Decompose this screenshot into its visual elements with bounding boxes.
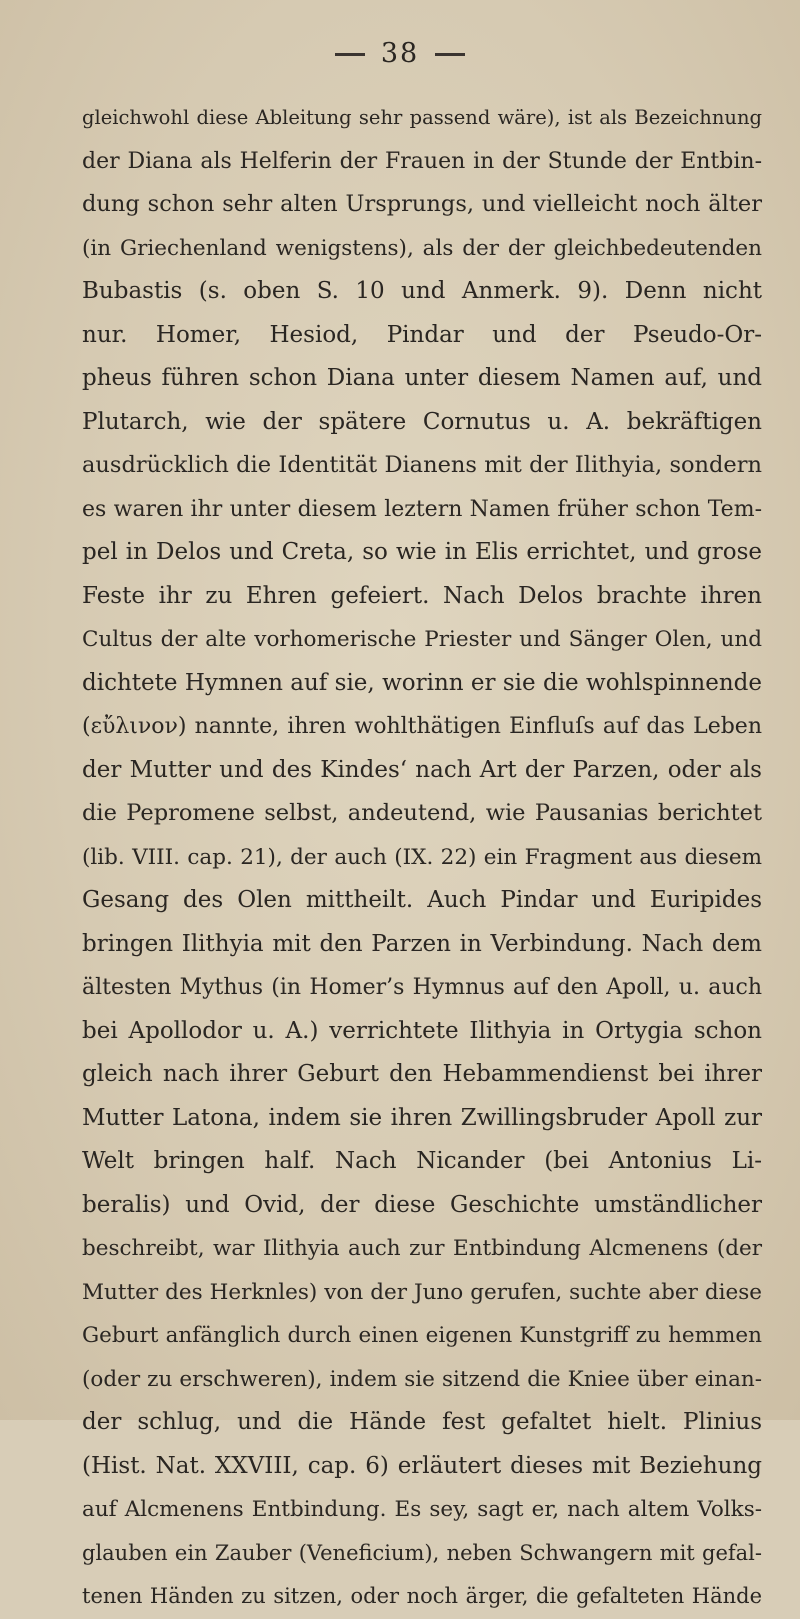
- text-line: pheus führen schon Diana unter diesem Namen auf, und: [82, 365, 762, 391]
- text-line: bei Apollodor u. A.) verrichtete Ilithyia in Ortygia schon: [82, 1017, 762, 1044]
- text-line: (lib. VIII. cap. 21), der auch (IX. 22) ein Fragment aus diesem: [82, 844, 762, 870]
- text-line: Welt bringen half. Nach Nicander (bei Antonius Li-: [82, 1148, 762, 1174]
- page-number: 38: [380, 38, 420, 69]
- text-line: bringen Ilithyia mit den Parzen in Verbindung. Nach dem: [82, 930, 762, 957]
- text-line: glauben ein Zauber (Veneficium), neben Schwangern mit gefal-: [82, 1540, 762, 1565]
- text-line: dung schon sehr alten Ursprungs, und vielleicht noch älter: [82, 191, 762, 217]
- header-dash-right: [435, 53, 465, 56]
- text-line: Mutter des Herknles) von der Juno gerufen, suchte aber diese: [82, 1279, 762, 1305]
- text-line: Mutter Latona, indem sie ihren Zwillingsbruder Apoll zur: [82, 1104, 762, 1131]
- text-line: der Mutter und des Kindes‘ nach Art der Parzen, oder als: [82, 756, 762, 783]
- text-line: nur. Homer, Hesiod, Pindar und der Pseudo-Or-: [82, 321, 762, 348]
- text-line: tenen Händen zu sitzen, oder noch ärger, die gefalteten Hände: [82, 1584, 762, 1608]
- text-line: die Pepromene selbst, andeutend, wie Pausanias berichtet: [82, 800, 762, 826]
- text-line: Cultus der alte vorhomerische Priester und Sänger Olen, und: [82, 627, 762, 652]
- header-dash-left: [335, 53, 365, 56]
- text-line: pel in Delos und Creta, so wie in Elis errichtet, und grose: [82, 539, 762, 565]
- text-line: beralis) und Ovid, der diese Geschichte umständlicher: [82, 1191, 762, 1218]
- text-line: gleich nach ihrer Geburt den Hebammendienst bei ihrer: [82, 1061, 762, 1087]
- text-line: Plutarch, wie der spätere Cornutus u. A. bekräftigen: [82, 408, 762, 435]
- text-line: Geburt anfänglich durch einen eigenen Kunstgriff zu hemmen: [82, 1323, 762, 1348]
- text-line: ältesten Mythus (in Homer’s Hymnus auf den Apoll, u. auch: [82, 975, 762, 1000]
- text-line: (in Griechenland wenigstens), als der der gleichbedeutenden: [82, 235, 762, 261]
- text-line: ausdrücklich die Identität Dianens mit der Ilithyia, sondern: [82, 452, 762, 478]
- text-line: dichtete Hymnen auf sie, worinn er sie die wohlspinnende: [82, 669, 762, 696]
- text-line: es waren ihr unter diesem leztern Namen früher schon Tem-: [82, 496, 762, 522]
- text-line: gleichwohl diese Ableitung sehr passend wäre), ist als Bezeichnung: [82, 106, 762, 129]
- text-line: beschreibt, war Ilithyia auch zur Entbindung Alcmenens (der: [82, 1236, 762, 1261]
- text-line: (oder zu erschweren), indem sie sitzend die Kniee über einan-: [82, 1366, 762, 1392]
- text-line: der Diana als Helferin der Frauen in der Stunde der Entbin-: [82, 148, 762, 174]
- text-line: (Hist. Nat. XXVIII, cap. 6) erläutert dieses mit Beziehung: [82, 1452, 762, 1479]
- text-line: Gesang des Olen mittheilt. Auch Pindar und Euripides: [82, 887, 762, 913]
- text-line: der schlug, und die Hände fest gefaltet hielt. Plinius: [82, 1409, 762, 1435]
- text-line: Bubastis (s. oben S. 10 und Anmerk. 9). Denn nicht: [82, 278, 762, 304]
- page-header: [0, 38, 800, 69]
- text-line: Feste ihr zu Ehren gefeiert. Nach Delos brachte ihren: [82, 582, 762, 609]
- text-line: (εὔλινον) nannte, ihren wohlthätigen Einfluſs auf das Leben: [82, 714, 762, 739]
- text-line: auf Alcmenens Entbindung. Es sey, sagt er, nach altem Volks-: [82, 1497, 762, 1522]
- body-text: [82, 96, 762, 1619]
